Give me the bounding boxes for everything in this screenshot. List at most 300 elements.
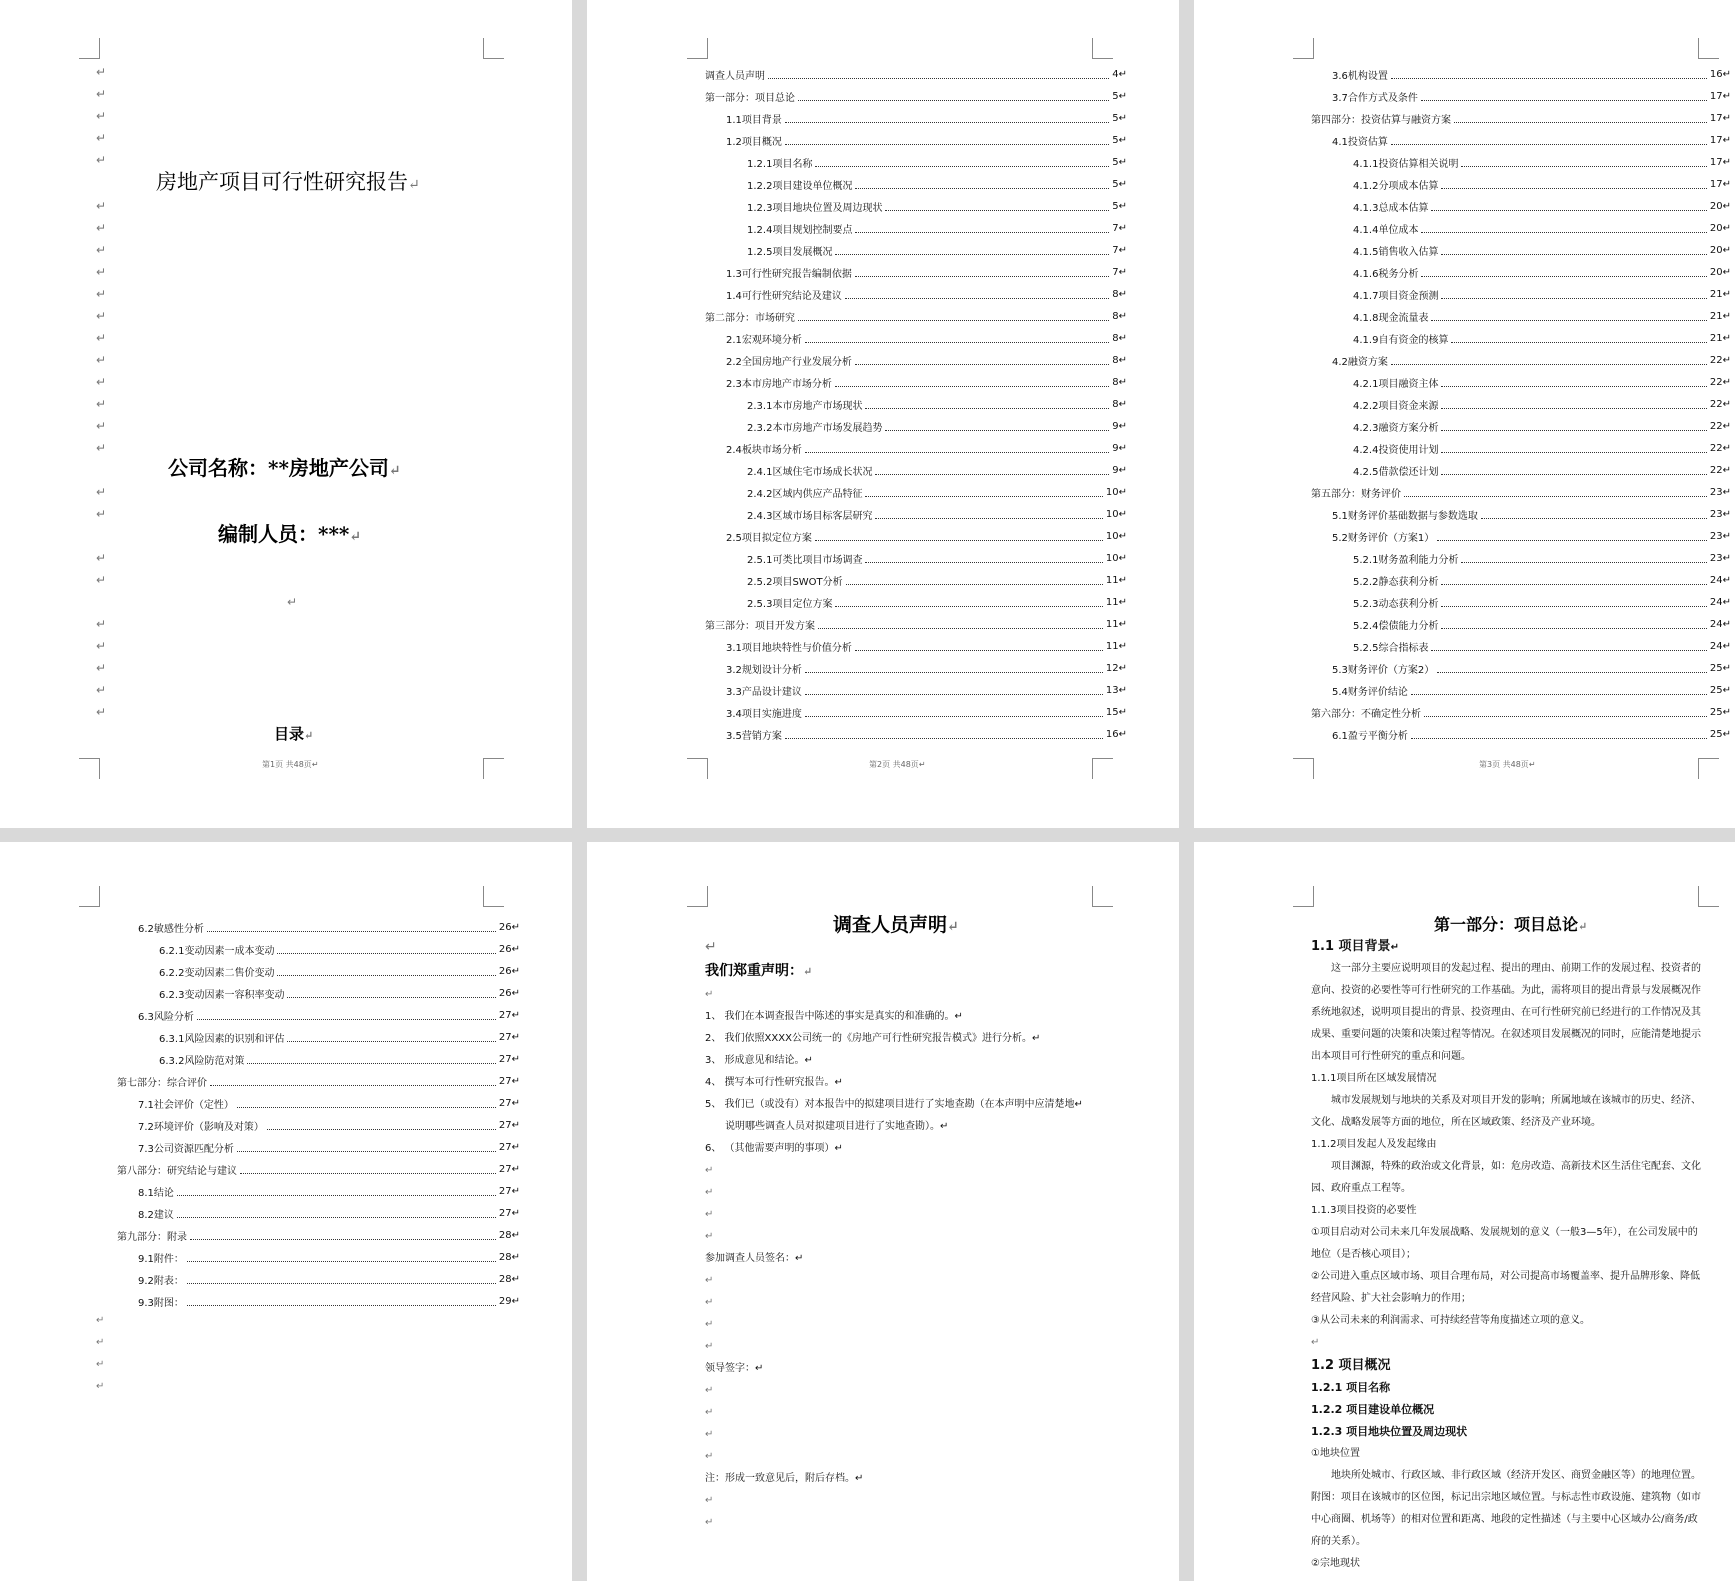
toc-leader (885, 422, 1109, 431)
toc-entry-title: 3.3产品设计建议 (726, 686, 802, 698)
paragraph-mark: ↵ (96, 419, 107, 433)
toc-leader (1441, 576, 1706, 585)
toc-entry[interactable] (747, 569, 1127, 591)
toc-entry-title: 4.1.9自有资金的核算 (1353, 334, 1449, 346)
toc-entry[interactable] (138, 1268, 520, 1290)
toc-page-number: 26↵ (498, 921, 520, 933)
toc-leader (785, 136, 1109, 145)
heading-1-2: 1.2 项目概况 (1311, 1358, 1391, 1373)
paragraph: 项目渊源，特殊的政治或文化背景，如：危房改造、高新技术区生活住宅配套、文化园、政府重点工程等。 (1311, 1161, 1701, 1194)
toc-entry[interactable] (726, 327, 1127, 349)
toc-page-number: 22↵ (1709, 376, 1731, 388)
toc-leader (805, 444, 1109, 453)
toc-entry-title: 5.2.3动态获利分析 (1353, 598, 1439, 610)
toc-entry[interactable] (1353, 415, 1731, 437)
toc-entry-title: 1.2.5项目发展概况 (747, 246, 833, 258)
toc-page-number: 17↵ (1709, 178, 1731, 190)
paragraph-mark: ↵ (96, 573, 107, 587)
toc-leader (1441, 422, 1706, 431)
toc-leader (1441, 180, 1706, 189)
paragraph-mark: ↵ (96, 87, 107, 101)
toc-page-number: 27↵ (498, 1053, 520, 1065)
toc-entry[interactable] (1311, 107, 1731, 129)
toc-page-number: 10↵ (1105, 530, 1127, 542)
toc-entry-title: 第四部分：投资估算与融资方案 (1311, 114, 1451, 126)
toc-page-number: 10↵ (1105, 486, 1127, 498)
toc-entry[interactable] (726, 371, 1127, 393)
paragraph-mark: ↵ (96, 507, 107, 521)
crop-mark (687, 758, 708, 779)
toc-entry-title: 2.3.1本市房地产市场现状 (747, 400, 863, 412)
toc-leader (187, 1297, 496, 1306)
toc-entry[interactable] (726, 525, 1127, 547)
toc-page-number: 8↵ (1112, 376, 1127, 388)
toc-entry[interactable] (747, 591, 1127, 613)
toc-entry[interactable] (1353, 195, 1731, 217)
toc-page-number: 22↵ (1709, 464, 1731, 476)
toc-entry[interactable] (159, 938, 520, 960)
toc-entry[interactable] (1332, 129, 1731, 151)
toc-leader (855, 642, 1103, 651)
toc-entry[interactable] (747, 503, 1127, 525)
toc-entry[interactable] (138, 1246, 520, 1268)
toc-entry[interactable] (1353, 217, 1731, 239)
toc-page-number: 27↵ (498, 1185, 520, 1197)
toc-entry[interactable] (726, 129, 1127, 151)
declaration-line: 注：形成一致意见后，附后存档。↵ (705, 1473, 864, 1484)
toc-leader (267, 1121, 496, 1130)
crop-mark (1698, 886, 1719, 907)
toc-entry[interactable] (726, 107, 1127, 129)
toc-entry[interactable] (1332, 63, 1731, 85)
toc-leader (805, 334, 1109, 343)
toc-entry-title: 第二部分：市场研究 (705, 312, 795, 324)
toc-entry[interactable] (159, 1026, 520, 1048)
toc-entry[interactable] (138, 1180, 520, 1202)
toc-entry-title: 3.4项目实施进度 (726, 708, 802, 720)
toc-entry[interactable] (726, 701, 1127, 723)
crop-mark (79, 38, 100, 59)
toc-entry[interactable] (1353, 459, 1731, 481)
toc-entry-title: 6.3风险分析 (138, 1011, 194, 1023)
toc-entry-title: 2.5项目拟定位方案 (726, 532, 812, 544)
toc-entry-title: 2.4板块市场分析 (726, 444, 802, 456)
toc-leader (1421, 224, 1706, 233)
paragraph-mark: ↵ (705, 1275, 714, 1286)
toc-page-number: 25↵ (1709, 728, 1731, 740)
toc-page-number: 8↵ (1112, 310, 1127, 322)
paragraph-mark: ↵ (705, 1429, 714, 1440)
toc-entry[interactable] (1332, 679, 1731, 701)
toc-leader (207, 923, 496, 932)
toc-leader (798, 312, 1109, 321)
toc-leader (237, 1099, 496, 1108)
toc-entry[interactable] (1332, 657, 1731, 679)
paragraph-mark: ↵ (705, 1319, 714, 1330)
toc-leader (187, 1253, 496, 1262)
toc-leader (865, 554, 1102, 563)
toc-page-number: 11↵ (1105, 618, 1127, 630)
toc-page-number: 17↵ (1709, 90, 1731, 102)
toc-page-number: 20↵ (1709, 200, 1731, 212)
toc-page-number: 8↵ (1112, 398, 1127, 410)
toc-page-number: 23↵ (1709, 486, 1731, 498)
paragraph-mark: ↵ (96, 131, 107, 145)
toc-page-number: 28↵ (498, 1229, 520, 1241)
toc-entry-title: 8.2建议 (138, 1209, 174, 1221)
declaration-line: 2、 我们依照XXXX公司统一的《房地产可行性研究报告模式》进行分析。↵ (705, 1033, 1041, 1044)
page-cover (0, 0, 572, 828)
toc-page-number: 9↵ (1112, 464, 1127, 476)
toc-leader (1437, 532, 1707, 541)
toc-entry[interactable] (726, 723, 1127, 745)
crop-mark (79, 886, 100, 907)
toc-page-number: 16↵ (1105, 728, 1127, 740)
paragraph-mark: ↵ (705, 1165, 714, 1176)
toc-entry-title: 5.2.4偿债能力分析 (1353, 620, 1439, 632)
toc-entry[interactable] (1353, 305, 1731, 327)
toc-page-number: 22↵ (1709, 398, 1731, 410)
toc-leader (1481, 510, 1707, 519)
toc-leader (1424, 708, 1707, 717)
toc-entry[interactable] (726, 679, 1127, 701)
toc-leader (287, 1033, 495, 1042)
paragraph-mark: ↵ (1311, 1337, 1320, 1348)
toc-entry[interactable] (1353, 261, 1731, 283)
toc-entry-title: 4.1.8现金流量表 (1353, 312, 1429, 324)
toc-page-number: 22↵ (1709, 354, 1731, 366)
paragraph-mark: ↵ (705, 1385, 714, 1396)
crop-mark (483, 38, 504, 59)
toc-entry[interactable] (1332, 525, 1731, 547)
toc-leader (1461, 158, 1706, 167)
toc-entry[interactable] (138, 916, 520, 938)
crop-mark (79, 758, 100, 779)
toc-leader (1441, 598, 1706, 607)
toc-page-number: 26↵ (498, 987, 520, 999)
toc-entry-title: 5.2.5综合指标表 (1353, 642, 1429, 654)
toc-entry[interactable] (747, 173, 1127, 195)
toc-entry[interactable] (1353, 591, 1731, 613)
toc-leader (855, 268, 1109, 277)
toc-entry-title: 7.3公司资源匹配分析 (138, 1143, 234, 1155)
toc-entry[interactable] (705, 63, 1127, 85)
toc-entry[interactable] (1332, 85, 1731, 107)
toc-entry[interactable] (159, 1048, 520, 1070)
toc-page-number: 5↵ (1112, 178, 1127, 190)
toc-leader (277, 967, 495, 976)
toc-entry[interactable] (1332, 503, 1731, 525)
toc-leader (1441, 444, 1706, 453)
crop-mark (483, 758, 504, 779)
toc-page-number: 27↵ (498, 1031, 520, 1043)
toc-entry-title: 1.2.1项目名称 (747, 158, 813, 170)
toc-entry[interactable] (726, 261, 1127, 283)
toc-page-number: 11↵ (1105, 574, 1127, 586)
paragraph-mark: ↵ (96, 1315, 105, 1326)
heading-1-1: 1.1 项目背景↵ (1311, 939, 1399, 954)
toc-entry[interactable] (1332, 349, 1731, 371)
toc-entry-title: 4.1.6税务分析 (1353, 268, 1419, 280)
toc-page-number: 24↵ (1709, 596, 1731, 608)
declaration-line: 6、 （其他需要声明的事项）↵ (705, 1143, 843, 1154)
paragraph-mark: ↵ (705, 989, 714, 1000)
page-footer: 第1页 共48页↵ (262, 760, 319, 769)
toc-page-number: 10↵ (1105, 552, 1127, 564)
toc-leader (785, 730, 1103, 739)
toc-page-number: 5↵ (1112, 134, 1127, 146)
page-footer: 第2页 共48页↵ (869, 760, 926, 769)
toc-page-number: 10↵ (1105, 508, 1127, 520)
toc-page-number: 27↵ (498, 1207, 520, 1219)
toc-page-number: 29↵ (498, 1295, 520, 1307)
toc-page-number: 8↵ (1112, 332, 1127, 344)
toc-page-number: 24↵ (1709, 618, 1731, 630)
toc-page-number: 20↵ (1709, 266, 1731, 278)
paragraph-mark: ↵ (96, 153, 107, 167)
toc-entry[interactable] (1353, 613, 1731, 635)
paragraph-mark: ↵ (96, 551, 107, 565)
toc-leader (1421, 92, 1707, 101)
company-name: 公司名称：**房地产公司↵ (168, 456, 401, 480)
toc-entry-title: 1.2.4项目规划控制要点 (747, 224, 853, 236)
toc-leader (818, 620, 1103, 629)
paragraph-mark: ↵ (96, 331, 107, 345)
toc-entry[interactable] (117, 1224, 520, 1246)
toc-entry[interactable] (747, 195, 1127, 217)
toc-entry[interactable] (1353, 327, 1731, 349)
toc-entry[interactable] (705, 85, 1127, 107)
heading-1-1-3: 1.1.3项目投资的必要性 (1311, 1205, 1417, 1216)
toc-leader (237, 1143, 496, 1152)
toc-entry-title: 4.1.4单位成本 (1353, 224, 1419, 236)
toc-entry[interactable] (747, 481, 1127, 503)
toc-entry-title: 4.1.2分项成本估算 (1353, 180, 1439, 192)
toc-entry[interactable] (726, 283, 1127, 305)
paragraph-mark: ↵ (96, 639, 107, 653)
toc-leader (1411, 730, 1707, 739)
paragraph-mark: ↵ (96, 397, 107, 411)
paragraph-mark: ↵ (96, 309, 107, 323)
paragraph-mark: ↵ (705, 1187, 714, 1198)
toc-leader (1441, 246, 1706, 255)
toc-page-number: 23↵ (1709, 530, 1731, 542)
toc-page-number: 28↵ (498, 1273, 520, 1285)
toc-leader (1437, 664, 1707, 673)
toc-entry-title: 6.2.3变动因素一容积率变动 (159, 989, 285, 1001)
toc-leader (187, 1275, 496, 1284)
crop-mark (1293, 38, 1314, 59)
toc-leader (1411, 686, 1707, 695)
toc-leader (177, 1209, 496, 1218)
toc-entry[interactable] (1353, 393, 1731, 415)
toc-entry[interactable] (747, 239, 1127, 261)
toc-entry-title: 2.4.1区域住宅市场成长状况 (747, 466, 873, 478)
paragraph-mark: ↵ (96, 109, 107, 123)
toc-leader (197, 1011, 496, 1020)
toc-page-number: 25↵ (1709, 706, 1731, 718)
toc-entry[interactable] (159, 982, 520, 1004)
toc-entry-title: 5.3财务评价（方案2） (1332, 664, 1435, 676)
paragraph-mark: ↵ (705, 939, 717, 955)
toc-entry[interactable] (1311, 701, 1731, 723)
toc-entry[interactable] (1332, 723, 1731, 745)
toc-page-number: 20↵ (1709, 222, 1731, 234)
toc-entry-title: 4.2.3融资方案分析 (1353, 422, 1439, 434)
paragraph-mark: ↵ (96, 441, 107, 455)
declaration-line: 领导签字：↵ (705, 1363, 764, 1374)
toc-entry-title: 6.1盈亏平衡分析 (1332, 730, 1408, 742)
toc-page-number: 7↵ (1112, 222, 1127, 234)
toc-leader (885, 202, 1109, 211)
toc-leader (805, 686, 1103, 695)
toc-entry[interactable] (747, 415, 1127, 437)
toc-leader (177, 1187, 496, 1196)
toc-leader (1441, 378, 1706, 387)
toc-entry-title: 4.1.3总成本估算 (1353, 202, 1429, 214)
heading-1-2-1: 1.2.1 项目名称 (1311, 1381, 1391, 1394)
paragraph-mark: ↵ (96, 485, 107, 499)
toc-entry[interactable] (1353, 437, 1731, 459)
toc-entry[interactable] (726, 635, 1127, 657)
toc-entry[interactable] (1353, 151, 1731, 173)
toc-page-number: 23↵ (1709, 552, 1731, 564)
paragraph: 这一部分主要应说明项目的发起过程、提出的理由、前期工作的发展过程、投资者的意向、投资的必要性等可行性研究的工作基础。为此，需将项目的提出背景与发展概况作系统地叙述，说明项目提出的背景、投资理由、在可行性研究前已经进行的工作情况及其成果、重要问题的决策和决策过程等情况。在叙述项目发展概况的同时，应能清楚地提示出本项目可行性研究的重点和问题。 (1311, 963, 1701, 1062)
toc-page-number: 5↵ (1112, 112, 1127, 124)
toc-entry-title: 4.2.5借款偿还计划 (1353, 466, 1439, 478)
toc-page-number: 17↵ (1709, 156, 1731, 168)
toc-entry[interactable] (138, 1114, 520, 1136)
toc-page-number: 26↵ (498, 965, 520, 977)
toc-entry[interactable] (705, 305, 1127, 327)
toc-page-number: 7↵ (1112, 244, 1127, 256)
heading-1-2-3: 1.2.3 项目地块位置及周边现状 (1311, 1425, 1468, 1438)
toc-entry[interactable] (726, 437, 1127, 459)
toc-page-number: 4↵ (1112, 68, 1127, 80)
toc-entry[interactable] (1353, 173, 1731, 195)
toc-entry[interactable] (1353, 547, 1731, 569)
toc-entry-title: 4.1投资估算 (1332, 136, 1388, 148)
toc-entry-title: 2.2全国房地产行业发展分析 (726, 356, 852, 368)
paragraph-mark: ↵ (705, 1407, 714, 1418)
toc-entry-title: 4.2.4投资使用计划 (1353, 444, 1439, 456)
paragraph-mark: ↵ (705, 1297, 714, 1308)
toc-entry-title: 4.2.1项目融资主体 (1353, 378, 1439, 390)
toc-entry[interactable] (747, 151, 1127, 173)
crop-mark (1293, 758, 1314, 779)
toc-entry[interactable] (117, 1070, 520, 1092)
toc-leader (846, 576, 1103, 585)
toc-page-number: 15↵ (1105, 706, 1127, 718)
toc-entry[interactable] (1311, 481, 1731, 503)
toc-page-number: 9↵ (1112, 420, 1127, 432)
toc-entry[interactable] (1353, 569, 1731, 591)
toc-entry[interactable] (1353, 371, 1731, 393)
toc-page-number: 11↵ (1105, 596, 1127, 608)
declaration-subtitle: 我们郑重声明：↵ (705, 963, 813, 979)
toc-entry[interactable] (1353, 283, 1731, 305)
toc-entry[interactable] (747, 459, 1127, 481)
declaration-line: 4、 撰写本可行性研究报告。↵ (705, 1077, 843, 1088)
crop-mark (687, 38, 708, 59)
toc-entry-title: 7.2环境评价（影响及对策） (138, 1121, 264, 1133)
toc-page-number: 5↵ (1112, 200, 1127, 212)
toc-entry-title: 3.6机构设置 (1332, 70, 1388, 82)
toc-entry[interactable] (747, 217, 1127, 239)
toc-entry-title: 2.5.1可类比项目市场调查 (747, 554, 863, 566)
toc-entry[interactable] (705, 613, 1127, 635)
toc-page-number: 20↵ (1709, 244, 1731, 256)
toc-page-number: 21↵ (1709, 332, 1731, 344)
toc-entry[interactable] (1353, 239, 1731, 261)
toc-leader (1441, 290, 1706, 299)
toc-leader (1404, 488, 1707, 497)
page-toc-3 (0, 842, 572, 1581)
paragraph-mark: ↵ (96, 287, 107, 301)
toc-entry-title: 6.2.2变动因素二售价变动 (159, 967, 275, 979)
toc-entry-title: 5.4财务评价结论 (1332, 686, 1408, 698)
toc-page-number: 22↵ (1709, 442, 1731, 454)
toc-entry[interactable] (726, 349, 1127, 371)
toc-page-number: 27↵ (498, 1119, 520, 1131)
toc-entry-title: 9.1附件： (138, 1253, 184, 1265)
toc-leader (1391, 70, 1707, 79)
toc-page-number: 25↵ (1709, 662, 1731, 674)
toc-leader (875, 510, 1102, 519)
toc-page-number: 8↵ (1112, 288, 1127, 300)
declaration-line: 说明哪些调查人员对拟建项目进行了实地查勘）。↵ (725, 1121, 949, 1132)
paragraph: ③从公司未来的利润需求、可持续经营等角度描述立项的意义。 (1311, 1315, 1590, 1326)
toc-leader (855, 356, 1109, 365)
toc-entry-title: 1.1项目背景 (726, 114, 782, 126)
toc-entry-title: 3.5营销方案 (726, 730, 782, 742)
toc-entry-title: 2.4.3区域市场目标客层研究 (747, 510, 873, 522)
part-one-title: 第一部分：项目总论↵ (1434, 915, 1588, 934)
toc-entry[interactable] (159, 960, 520, 982)
toc-entry-title: 1.2.2项目建设单位概况 (747, 180, 853, 192)
toc-page-number: 7↵ (1112, 266, 1127, 278)
toc-page-number: 25↵ (1709, 684, 1731, 696)
paragraph: ①项目启动对公司未来几年发展战略、发展规划的意义（一般3—5年），在公司发展中的地位（是否核心项目）； (1311, 1227, 1698, 1260)
toc-entry[interactable] (138, 1136, 520, 1158)
toc-entry[interactable] (117, 1158, 520, 1180)
heading-1-1-2: 1.1.2项目发起人及发起缘由 (1311, 1139, 1437, 1150)
toc-entry-title: 4.1.1投资估算相关说明 (1353, 158, 1459, 170)
toc-entry[interactable] (138, 1092, 520, 1114)
toc-entry-title: 5.1财务评价基础数据与参数选取 (1332, 510, 1478, 522)
toc-page-number: 12↵ (1105, 662, 1127, 674)
toc-entry-title: 第一部分：项目总论 (705, 92, 795, 104)
toc-entry[interactable] (747, 547, 1127, 569)
toc-entry-title: 第五部分：财务评价 (1311, 488, 1401, 500)
crop-mark (1293, 886, 1314, 907)
page-toc-1 (587, 0, 1179, 828)
toc-entry-title: 3.1项目地块特性与价值分析 (726, 642, 852, 654)
toc-entry[interactable] (1353, 635, 1731, 657)
toc-leader (1431, 312, 1706, 321)
toc-entry[interactable] (747, 393, 1127, 415)
toc-entry-title: 1.3可行性研究报告编制依据 (726, 268, 852, 280)
toc-entry[interactable] (138, 1290, 520, 1312)
toc-leader (1461, 554, 1706, 563)
page-footer: 第3页 共48页↵ (1479, 760, 1536, 769)
page-declaration (587, 842, 1179, 1581)
toc-page-number: 27↵ (498, 1141, 520, 1153)
toc-entry[interactable] (138, 1202, 520, 1224)
toc-entry[interactable] (138, 1004, 520, 1026)
toc-entry-title: 5.2财务评价（方案1） (1332, 532, 1435, 544)
toc-entry[interactable] (726, 657, 1127, 679)
